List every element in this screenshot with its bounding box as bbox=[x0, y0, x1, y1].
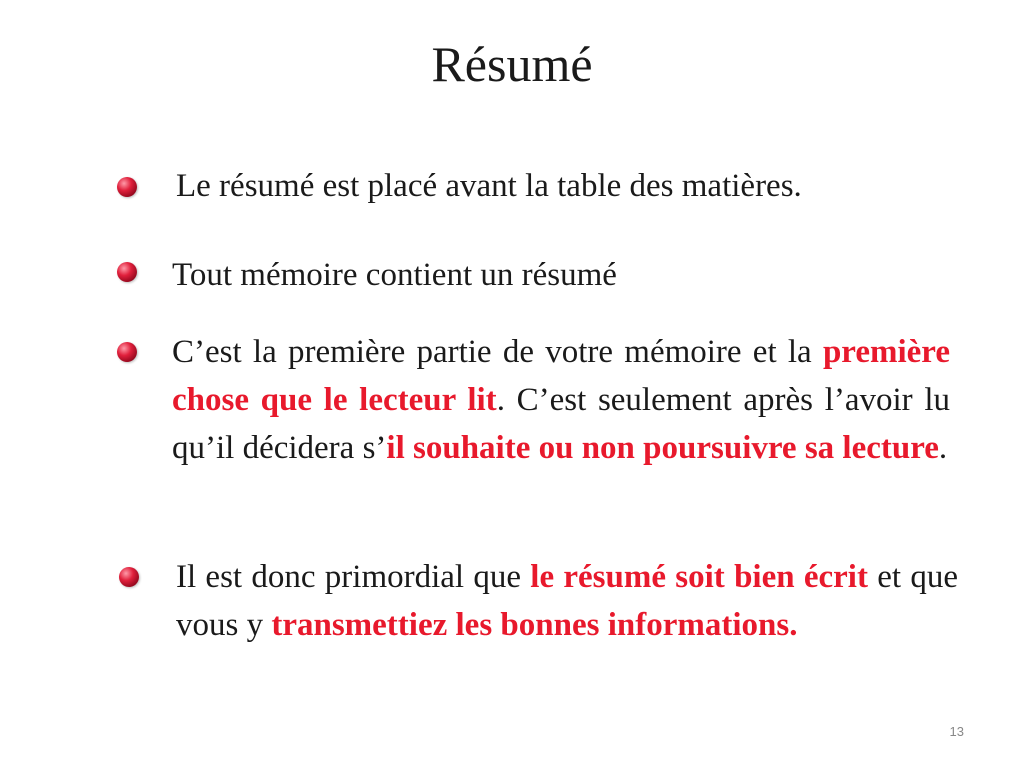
bullet-4-emphasis-1: le résumé soit bien écrit bbox=[530, 559, 868, 595]
bullet-4-segment-1: Il est donc primordial que bbox=[176, 559, 531, 595]
bullet-3-segment-5: . bbox=[938, 430, 948, 466]
slide-title: Résumé bbox=[431, 36, 593, 92]
page-number: 13 bbox=[949, 724, 964, 739]
red-sphere-bullet-icon bbox=[119, 567, 139, 587]
bullet-1-segment-1: Le résumé est placé avant la table des matières. bbox=[176, 168, 802, 204]
bullet-4-segment-3: et que vous y bbox=[176, 559, 958, 643]
bullet-4-emphasis-2: transmettiez les bonnes informations. bbox=[271, 607, 798, 643]
bullet-3-segment-1: C’est la première partie de votre mémoire et la bbox=[172, 334, 823, 370]
red-sphere-bullet-icon bbox=[117, 177, 137, 197]
red-sphere-bullet-icon bbox=[117, 262, 137, 282]
bullet-text-3 bbox=[172, 328, 950, 472]
bullet-3-segment-3: . C’est seulement après l’avoir lu qu’il décidera s’ bbox=[172, 382, 950, 466]
bullet-2-segment-1: Tout mémoire contient un résumé bbox=[172, 257, 617, 293]
bullet-text-4 bbox=[176, 553, 958, 649]
bullet-3-emphasis-2: il souhaite ou non poursuivre sa lecture bbox=[386, 430, 939, 466]
red-sphere-bullet-icon bbox=[117, 342, 137, 362]
bullet-3-emphasis-1: première chose que le lecteur lit bbox=[172, 334, 950, 418]
bullet-text-2 bbox=[172, 251, 952, 299]
bullet-text-1 bbox=[176, 162, 956, 210]
